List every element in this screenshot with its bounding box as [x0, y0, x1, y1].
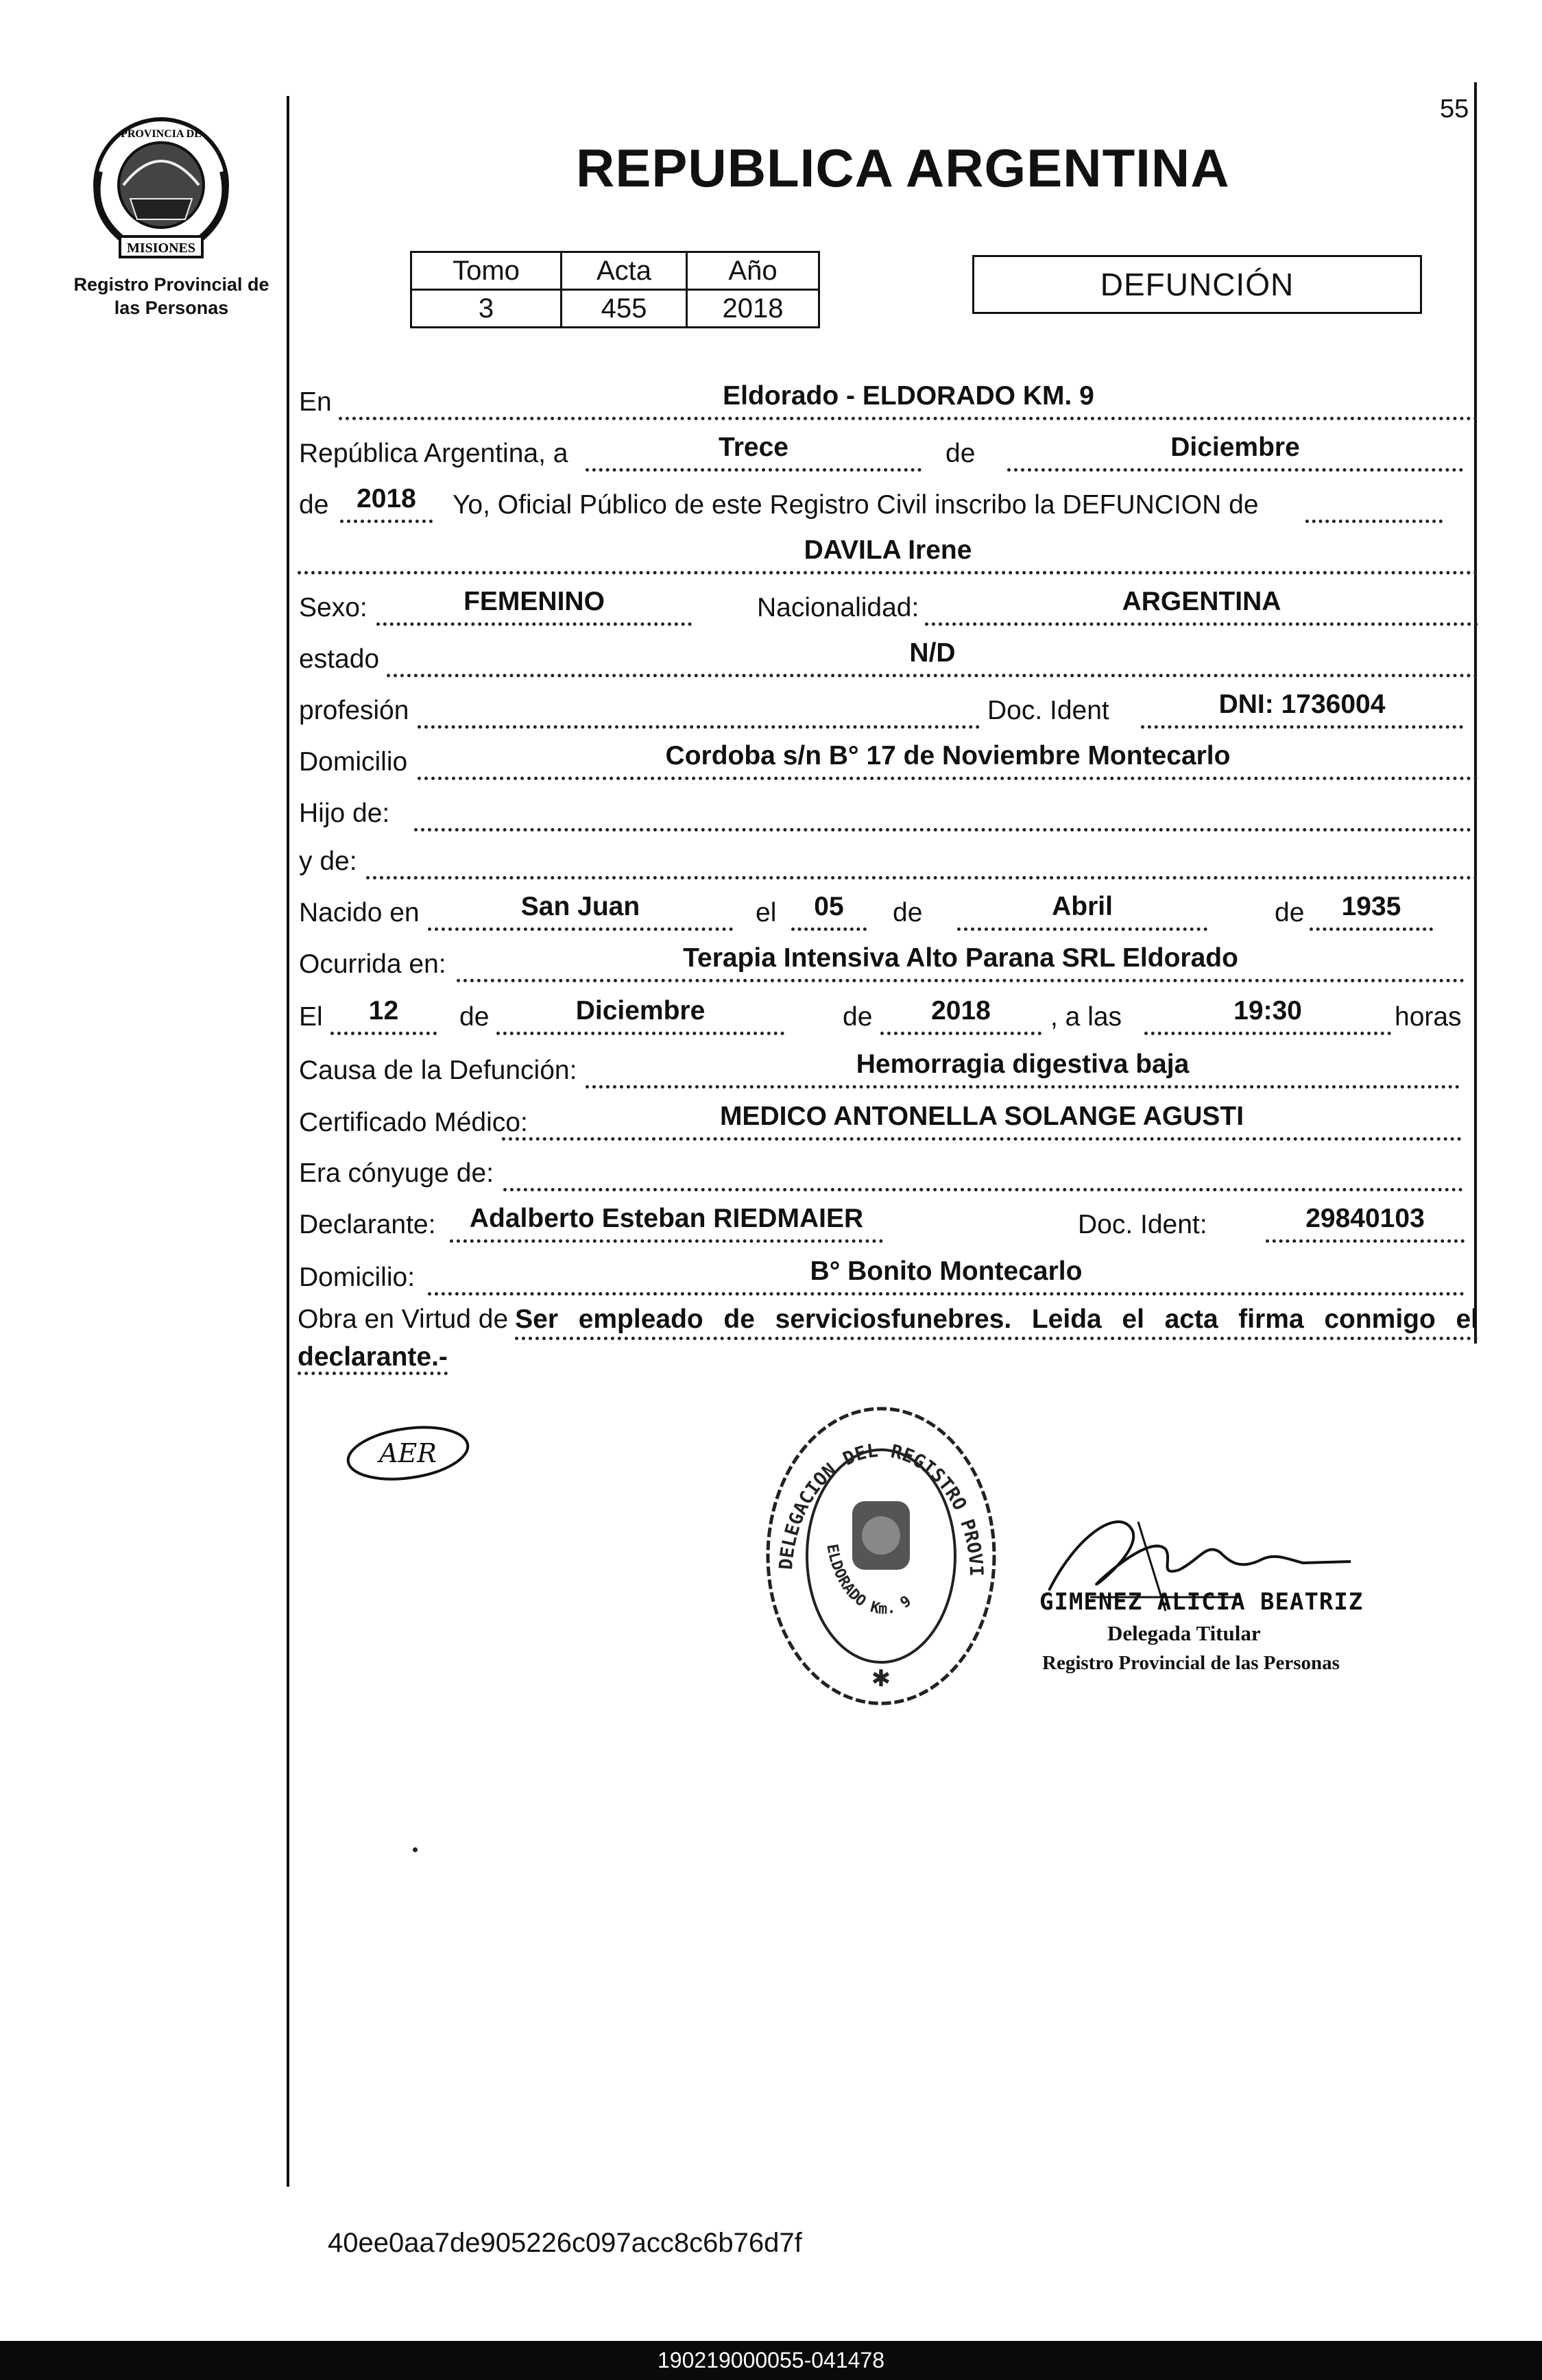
row-ocurrida: [298, 943, 1478, 984]
de-label: de: [893, 898, 923, 927]
footer-barcode-strip: 190219000055-041478: [0, 2341, 1542, 2380]
horas-label: horas: [1395, 1002, 1462, 1032]
ano-value: 2018: [687, 290, 819, 328]
row-domicilio-declarante: [298, 1256, 1478, 1297]
domicilio-label: Domicilio: [299, 747, 408, 777]
ano-header: Año: [687, 252, 819, 290]
row-yo: [298, 483, 1478, 524]
death-year-field: 2018: [880, 993, 1041, 1035]
death-day-field: 12: [330, 993, 437, 1035]
acta-header: Acta: [562, 252, 687, 290]
yo-text: Yo, Oficial Público de este Registro Civil inscribo la DEFUNCION de: [453, 490, 1259, 520]
sexo-field: FEMENINO: [376, 584, 692, 626]
de-label: de: [1275, 898, 1305, 927]
en-label: En: [299, 387, 332, 417]
profesion-label: profesión: [299, 696, 409, 725]
row-conyuge: [298, 1152, 1478, 1193]
hijo-field: [414, 790, 1471, 831]
certificado-field: MEDICO ANTONELLA SOLANGE AGUSTI: [502, 1099, 1462, 1141]
obra-value-continued: declarante.-: [298, 1342, 448, 1375]
death-month-field: Diciembre: [496, 993, 784, 1035]
row-nacido: [298, 891, 1478, 932]
declarante-label: Declarante:: [299, 1210, 436, 1239]
doc-ident-label: Doc. Ident: [987, 696, 1109, 725]
ocurrida-label: Ocurrida en:: [299, 949, 446, 979]
a-las-label: , a las: [1050, 1002, 1122, 1032]
row-sexo: [298, 586, 1478, 627]
row-profesion: [298, 689, 1478, 730]
scan-speck: [413, 1847, 418, 1852]
domicilio2-field: B° Bonito Montecarlo: [428, 1254, 1465, 1296]
day-field: Trece: [586, 430, 921, 472]
declarante-doc-label: Doc. Ident:: [1078, 1210, 1207, 1239]
declarant-initials-signature: [343, 1422, 473, 1484]
row-hijo: [298, 792, 1478, 833]
row-estado: [298, 638, 1478, 679]
obra-en-virtud: [298, 1302, 1478, 1374]
yde-field: [366, 838, 1478, 879]
causa-label: Causa de la Defunción:: [299, 1056, 577, 1085]
nacido-label: Nacido en: [299, 898, 420, 927]
obra-value: Ser empleado de serviciosfunebres. Leida el acta firma conmigo el: [515, 1302, 1478, 1340]
acta-value: 455: [562, 290, 687, 328]
registry-seal-stamp: [751, 1398, 1011, 1714]
svg-text:✱: ✱: [871, 1666, 891, 1692]
row-name: [298, 535, 1478, 576]
birth-month-field: Abril: [957, 889, 1207, 931]
declarante-doc-field: 29840103: [1266, 1201, 1465, 1243]
nacionalidad-label: Nacionalidad:: [757, 593, 919, 622]
place-field: Eldorado - ELDORADO KM. 9: [339, 378, 1478, 420]
de-label: de: [459, 1002, 490, 1032]
svg-text:ELDORADO Km. 9: ELDORADO Km. 9: [823, 1542, 915, 1618]
de-label: de: [945, 439, 976, 468]
certificado-label: Certificado Médico:: [299, 1108, 528, 1137]
el-label: El: [299, 1002, 323, 1032]
obra-label: Obra en Virtud de: [298, 1304, 509, 1334]
yo-trailing-field: [1305, 481, 1443, 523]
row-death-date: [298, 995, 1478, 1036]
logo-ring-text-bottom: MISIONES: [126, 241, 196, 256]
ocurrida-field: Terapia Intensiva Alto Parana SRL Eldorado: [457, 940, 1465, 982]
domicilio-field: Cordoba s/n B° 17 de Noviembre Montecarlo: [418, 738, 1478, 780]
page-title: REPUBLICA ARGENTINA: [576, 138, 1230, 198]
birth-year-field: 1935: [1310, 889, 1433, 931]
registry-label-line1: Registro Provincial de: [73, 274, 269, 295]
record-table: [410, 251, 820, 328]
left-margin-line: [287, 96, 289, 2187]
tomo-header: Tomo: [411, 252, 562, 290]
row-domicilio: [298, 740, 1478, 781]
svg-text:DELEGACION DEL REGISTRO PROVIN: DELEGACION DEL REGISTRO PROVI: [775, 1440, 987, 1577]
causa-field: Hemorragia digestiva baja: [586, 1047, 1460, 1089]
row-republica: [298, 432, 1478, 473]
registry-label-line2: las Personas: [114, 298, 229, 318]
misiones-coat-of-arms-logo: [82, 110, 240, 267]
deceased-name-field: DAVILA Irene: [298, 533, 1478, 574]
row-yde: [298, 840, 1478, 881]
row-certificado: [298, 1101, 1478, 1142]
doc-ident-field: DNI: 1736004: [1141, 687, 1463, 729]
birth-day-field: 05: [791, 889, 867, 931]
death-time-field: 19:30: [1144, 993, 1391, 1035]
de-label: de: [843, 1002, 873, 1032]
month-field: Diciembre: [1007, 430, 1463, 472]
row-declarante: [298, 1203, 1478, 1244]
official-role: Delegada Titular: [1107, 1621, 1261, 1645]
svg-text:AER: AER: [379, 1438, 437, 1468]
republica-label: República Argentina, a: [299, 439, 568, 468]
year-field: 2018: [340, 481, 433, 523]
yde-label: y de:: [299, 847, 357, 876]
nacionalidad-field: ARGENTINA: [925, 584, 1478, 626]
declarante-field: Adalberto Esteban RIEDMAIER: [450, 1201, 883, 1243]
birth-place-field: San Juan: [428, 889, 733, 931]
estado-label: estado: [299, 644, 380, 674]
conyuge-field: [503, 1150, 1463, 1191]
sexo-label: Sexo:: [299, 593, 368, 622]
estado-field: N/D: [387, 635, 1478, 677]
registry-label: [62, 273, 281, 319]
hijo-label: Hijo de:: [299, 799, 390, 828]
tomo-value: 3: [411, 290, 562, 328]
profesion-field: [418, 687, 980, 729]
row-en: [298, 380, 1478, 422]
row-causa: [298, 1049, 1478, 1090]
conyuge-label: Era cónyuge de:: [299, 1158, 494, 1188]
de-label: de: [299, 490, 329, 520]
official-name: GIMENEZ ALICIA BEATRIZ: [1039, 1588, 1364, 1616]
record-type-box: DEFUNCIÓN: [972, 255, 1422, 314]
logo-ring-text-top: PROVINCIA DE: [121, 128, 202, 140]
official-registry: Registro Provincial de las Personas: [1042, 1652, 1340, 1674]
page-number: 55: [1440, 95, 1469, 123]
domicilio2-label: Domicilio:: [299, 1263, 415, 1292]
document-hash: 40ee0aa7de905226c097acc8c6b76d7f: [328, 2228, 802, 2258]
el-label: el: [756, 898, 777, 927]
